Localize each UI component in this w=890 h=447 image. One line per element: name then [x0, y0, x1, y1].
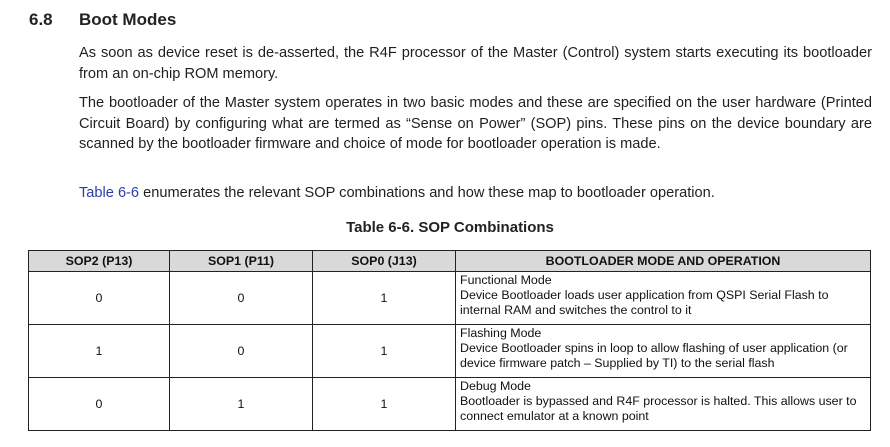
- mode-name: Debug Mode: [460, 379, 531, 393]
- cell-sop0: 1: [313, 378, 456, 431]
- header-sop2: SOP2 (P13): [29, 251, 170, 272]
- mode-description: Device Bootloader spins in loop to allow flashing of user application (or device firmware patch – Supplied by TI) to the serial flash: [460, 341, 848, 370]
- cell-mode: [456, 272, 871, 325]
- sop-combinations-table: [28, 250, 871, 431]
- cell-sop0: 1: [313, 272, 456, 325]
- paragraph-table-reference-text: enumerates the relevant SOP combinations and how these map to bootloader operation.: [139, 185, 715, 201]
- mode-name: Flashing Mode: [460, 326, 542, 340]
- cell-mode: [456, 325, 871, 378]
- mode-description: Bootloader is bypassed and R4F processor is halted. This allows user to connect emulator at a known point: [460, 394, 857, 423]
- table-header-row: [29, 251, 871, 272]
- cell-sop1: 1: [170, 378, 313, 431]
- cell-sop1: 0: [170, 272, 313, 325]
- cell-sop2: 0: [29, 272, 170, 325]
- table-row: [29, 378, 871, 431]
- section-title: Boot Modes: [79, 10, 177, 29]
- cell-mode: [456, 378, 871, 431]
- cell-sop1: 0: [170, 325, 313, 378]
- paragraph-table-reference: [79, 183, 872, 204]
- paragraph-bootloader-modes: The bootloader of the Master system operates in two basic modes and these are specified on the user hardware (Printed Circuit Board) by configuring what are termed as “Sense on Power” (SOP) pins. These pins on the device boundary are scanned by the bootloader firmware and choice of mode for bootloader operation is made.: [79, 95, 872, 152]
- table-reference-link[interactable]: Table 6-6: [79, 185, 140, 201]
- header-sop1: SOP1 (P11): [170, 251, 313, 272]
- table-caption: Table 6-6. SOP Combinations: [346, 219, 554, 236]
- table-row: [29, 325, 871, 378]
- mode-description: Device Bootloader loads user application from QSPI Serial Flash to internal RAM and switches the control to it: [460, 288, 829, 317]
- table-row: [29, 272, 871, 325]
- cell-sop2: 0: [29, 378, 170, 431]
- section-number: 6.8: [29, 10, 53, 29]
- cell-sop2: 1: [29, 325, 170, 378]
- cell-sop0: 1: [313, 325, 456, 378]
- header-sop0: SOP0 (J13): [313, 251, 456, 272]
- paragraph-intro: As soon as device reset is de-asserted, the R4F processor of the Master (Control) system starts executing its bootloader from an on-chip ROM memory.: [79, 45, 872, 82]
- header-bootloader-mode: BOOTLOADER MODE AND OPERATION: [456, 251, 871, 272]
- mode-name: Functional Mode: [460, 273, 552, 287]
